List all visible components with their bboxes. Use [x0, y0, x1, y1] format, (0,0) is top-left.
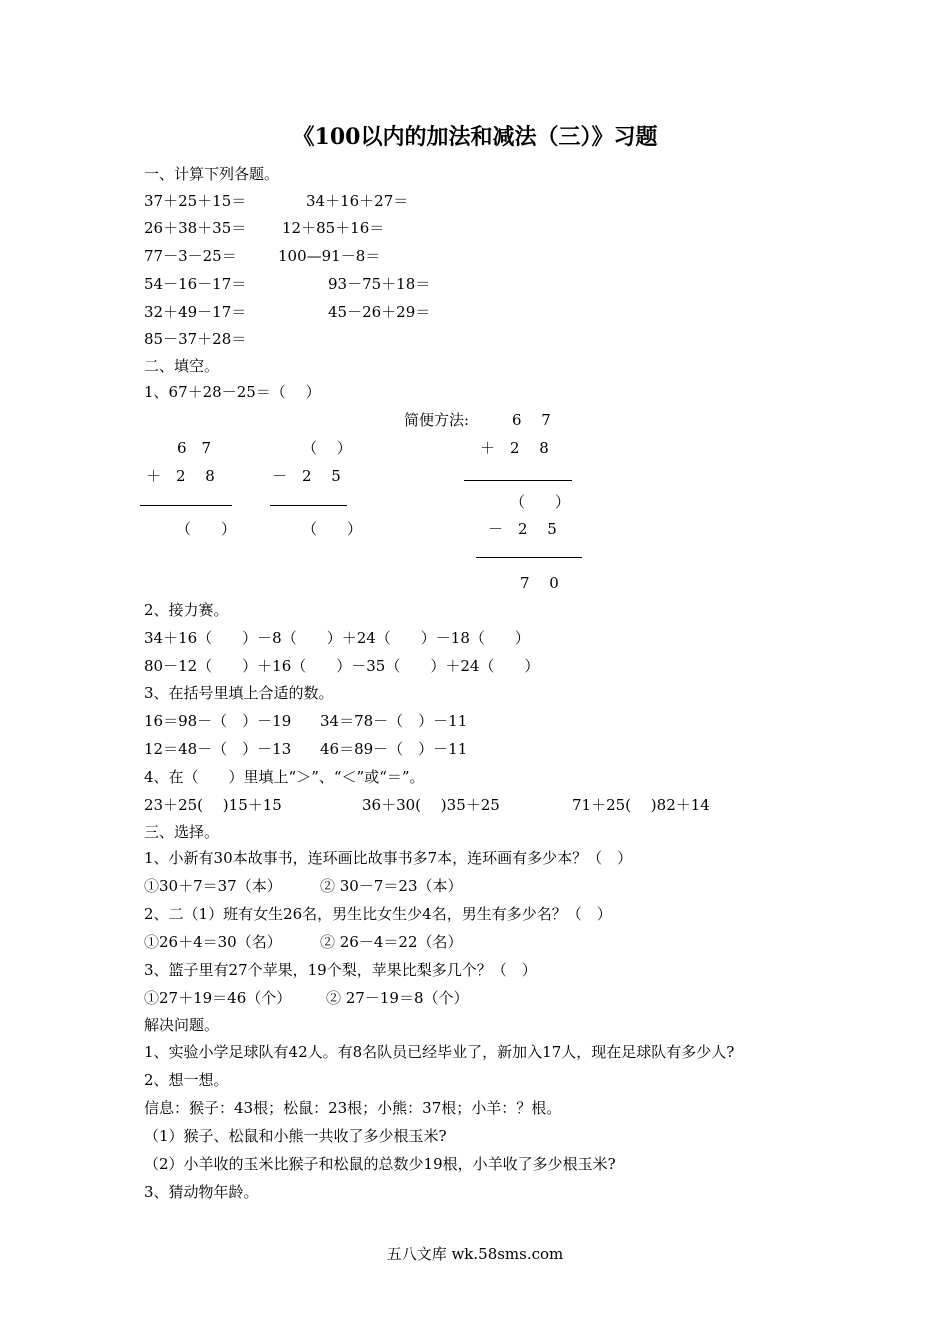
section-heading: 解决问题。	[144, 1016, 220, 1034]
fill-item: 34＝78－（ ）－11	[320, 712, 468, 730]
calc-item: 85－37＋28＝	[144, 330, 247, 348]
choice-option: ①30＋7＝37（本）	[144, 877, 282, 895]
compare-item: 71＋25( )82＋14	[572, 796, 710, 814]
section-heading: 一、计算下列各题。	[144, 165, 280, 183]
footer-watermark: 五八文库 wk.58sms.com	[386, 1245, 564, 1263]
fill-question: 1、67＋28－25＝（ ）	[144, 383, 321, 401]
choice-question: 2、二（1）班有女生26名，男生比女生少4名，男生有多少名？（ ）	[144, 905, 612, 923]
calc-item: 93－75＋18＝	[328, 275, 431, 293]
choice-option: ①26＋4＝30（名）	[144, 933, 282, 951]
fill-item: 12＝48－（ ）－13	[144, 740, 292, 758]
compare-item: 23＋25( )15＋15	[144, 796, 282, 814]
answer-blank: （ ）	[176, 520, 237, 538]
vertical-operand: 6 7	[177, 439, 212, 457]
problem-info: 信息：猴子：43根；松鼠：23根；小熊：37根；小羊：？根。	[144, 1099, 562, 1117]
vertical-line	[270, 505, 347, 506]
choice-option: ② 27－19＝8（个）	[326, 989, 469, 1007]
vertical-operand: ＋ 2 8	[146, 467, 215, 485]
calc-item: 37＋25＋15＝	[144, 192, 247, 210]
relay-line: 80－12（ ）＋16（ ）－35（ ）＋24（ ）	[144, 657, 540, 675]
vertical-operand: － 2 5	[272, 467, 341, 485]
vertical-line	[476, 557, 582, 558]
page-title: 《100以内的加法和减法（三）》习题	[292, 124, 658, 150]
calc-item: 54－16－17＝	[144, 275, 247, 293]
problem-subquestion: （1）猴子、松鼠和小熊一共收了多少根玉米?	[144, 1127, 447, 1145]
simple-method-label: 简便方法:	[404, 411, 470, 429]
relay-line: 34＋16（ ）－8（ ）＋24（ ）－18（ ）	[144, 629, 530, 647]
choice-option: ①27＋19＝46（个）	[144, 989, 292, 1007]
vertical-operand: － 2 5	[488, 520, 557, 538]
section-heading: 三、选择。	[144, 823, 220, 841]
vertical-blank: （ ）	[510, 493, 571, 511]
question-heading: 4、在（ ）里填上“＞”、“＜”或“＝”。	[144, 768, 425, 786]
choice-option: ② 26－4＝22（名）	[320, 933, 463, 951]
vertical-line	[464, 480, 572, 481]
problem-subquestion: （2）小羊收的玉米比猴子和松鼠的总数少19根，小羊收了多少根玉米?	[144, 1155, 616, 1173]
choice-option: ② 30－7＝23（本）	[320, 877, 463, 895]
calc-item: 12＋85＋16＝	[282, 219, 385, 237]
vertical-operand: ＋ 2 8	[480, 439, 549, 457]
vertical-line	[140, 505, 232, 506]
calc-item: 100—91－8＝	[278, 247, 381, 265]
calc-item: 34＋16＋27＝	[306, 192, 409, 210]
compare-item: 36＋30( )35＋25	[362, 796, 500, 814]
problem-text: 3、猜动物年龄。	[144, 1183, 259, 1201]
fill-item: 16＝98－（ ）－19	[144, 712, 292, 730]
problem-text: 1、实验小学足球队有42人。有8名队员已经毕业了，新加入17人，现在足球队有多少人?	[144, 1043, 735, 1061]
vertical-result: 7 0	[520, 574, 559, 592]
vertical-operand: 6 7	[512, 411, 551, 429]
section-heading: 二、填空。	[144, 357, 220, 375]
fill-item: 46＝89－（ ）－11	[320, 740, 468, 758]
calc-item: 77－3－25＝	[144, 247, 237, 265]
question-heading: 3、在括号里填上合适的数。	[144, 684, 334, 702]
calc-item: 45－26＋29＝	[328, 303, 431, 321]
question-heading: 2、接力赛。	[144, 601, 229, 619]
calc-item: 26＋38＋35＝	[144, 219, 247, 237]
choice-question: 3、篮子里有27个苹果，19个梨，苹果比梨多几个？（ ）	[144, 961, 537, 979]
calc-item: 32＋49－17＝	[144, 303, 247, 321]
vertical-blank: （ ）	[302, 439, 352, 457]
choice-question: 1、小新有30本故事书，连环画比故事书多7本，连环画有多少本？（ ）	[144, 849, 633, 867]
answer-blank: （ ）	[302, 520, 363, 538]
problem-text: 2、想一想。	[144, 1071, 229, 1089]
